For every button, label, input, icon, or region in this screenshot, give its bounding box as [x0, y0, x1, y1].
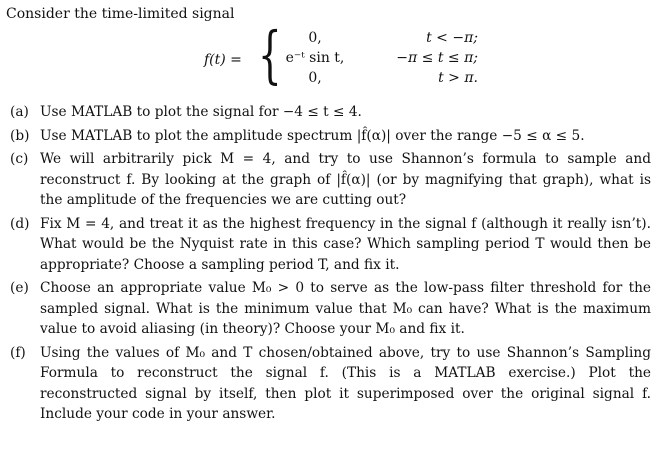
question-label: (f) — [10, 344, 26, 361]
question-item — [6, 278, 655, 340]
intro-text: Consider the time-limited signal — [6, 6, 235, 22]
question-text: Fix M = 4, and treat it as the highest frequency in the signal f (although it really isn’t). What would be the Nyquist rate in this case? Which sampling period T would then be appropriate? Choose a sampling period T, and fix it. — [40, 215, 651, 273]
question-text: Using the values of M₀ and T chosen/obtained above, try to use Shannon’s Sampling Formula to reconstruct the signal f. (This is a MATLAB exercise.) Plot the reconstructed signal by itself, then plot it superimposed over the original signal f. Include your code in your answer. — [40, 344, 651, 422]
question-item — [6, 126, 655, 147]
equation-case — [274, 30, 484, 48]
question-label: (b) — [10, 127, 30, 144]
question-label: (c) — [10, 151, 29, 167]
case-condition: t < −π; — [426, 30, 478, 46]
question-item — [6, 149, 655, 211]
question-label: (e) — [10, 280, 29, 296]
question-label: (d) — [10, 215, 30, 232]
equation-case — [274, 70, 484, 88]
question-item — [6, 214, 655, 276]
piecewise-equation — [6, 18, 655, 92]
question-text: Choose an appropriate value M₀ > 0 to serve as the low-pass filter threshold for the sampled signal. What is the minimum value that M₀ can have? What is the maximum value to avoid aliasing (in theory)? Choose your M₀ and fix it. — [40, 280, 651, 337]
case-value: 0, — [308, 30, 322, 46]
left-brace-symbol: { — [258, 18, 282, 91]
question-item — [6, 102, 655, 123]
equation-lhs: f(t) = — [204, 52, 242, 68]
case-value: 0, — [308, 70, 322, 86]
equation-case — [274, 50, 484, 68]
question-text: Use MATLAB to plot the amplitude spectrum |f̂(α)| over the range −5 ≤ α ≤ 5. — [40, 127, 585, 144]
question-text: Use MATLAB to plot the signal for −4 ≤ t ≤ 4. — [40, 104, 362, 120]
question-label: (a) — [10, 104, 29, 120]
case-value: e⁻ᵗ sin t, — [285, 50, 345, 66]
question-text: We will arbitrarily pick M = 4, and try to use Shannon’s formula to sample and reconstruct f. By looking at the graph of |f̂(α)| (or by magnifying that graph), what is the amplitude of the frequencies we are cutting out? — [40, 151, 651, 208]
case-condition: t > π. — [438, 70, 478, 86]
question-item — [6, 343, 655, 425]
question-list — [6, 102, 655, 425]
case-condition: −π ≤ t ≤ π; — [396, 50, 478, 66]
